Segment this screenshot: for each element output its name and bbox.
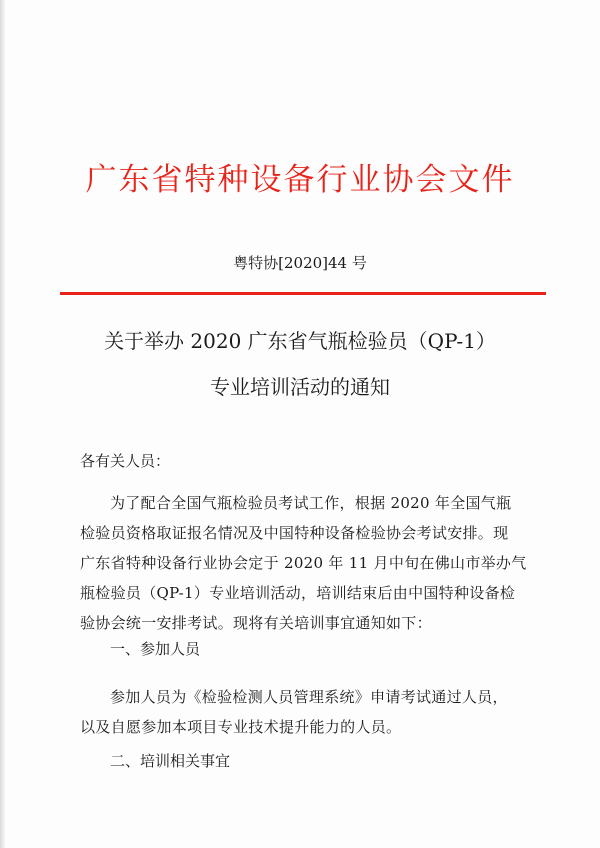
intro-line: 广东省特种设备行业协会定于 2020 年 11 月中旬在佛山市举办气 bbox=[80, 554, 527, 572]
intro-line: 瓶检验员（QP-1）专业培训活动，培训结束后由中国特种设备检 bbox=[80, 584, 516, 602]
organization-header-title: 广东省特种设备行业协会文件 bbox=[85, 162, 515, 198]
intro-line: 为了配合全国气瓶检验员考试工作，根据 2020 年全国气瓶 bbox=[110, 494, 512, 512]
document-number: 粤特协[2020]44 号 bbox=[233, 254, 367, 272]
participants-paragraph bbox=[80, 682, 528, 742]
section-heading-participants: 一、参加人员 bbox=[110, 640, 201, 658]
subject-line-2: 专业培训活动的通知 bbox=[210, 375, 390, 399]
salutation: 各有关人员： bbox=[80, 452, 171, 470]
intro-line: 验协会统一安排考试。现将有关培训事宜通知如下： bbox=[80, 614, 432, 632]
intro-paragraph bbox=[80, 488, 528, 638]
scan-edge-shadow bbox=[0, 0, 6, 848]
participants-line: 以及自愿参加本项目专业技术提升能力的人员。 bbox=[80, 718, 402, 736]
participants-line: 参加人员为《检验检测人员管理系统》申请考试通过人员， bbox=[110, 688, 508, 706]
section-heading-training-matters: 二、培训相关事宜 bbox=[110, 752, 231, 770]
notice-subject bbox=[0, 318, 600, 410]
intro-line: 检验员资格取证报名情况及中国特种设备检验协会考试安排。现 bbox=[80, 524, 509, 542]
subject-line-1: 关于举办 2020 广东省气瓶检验员（QP-1） bbox=[104, 329, 496, 353]
header-red-divider bbox=[60, 292, 546, 295]
